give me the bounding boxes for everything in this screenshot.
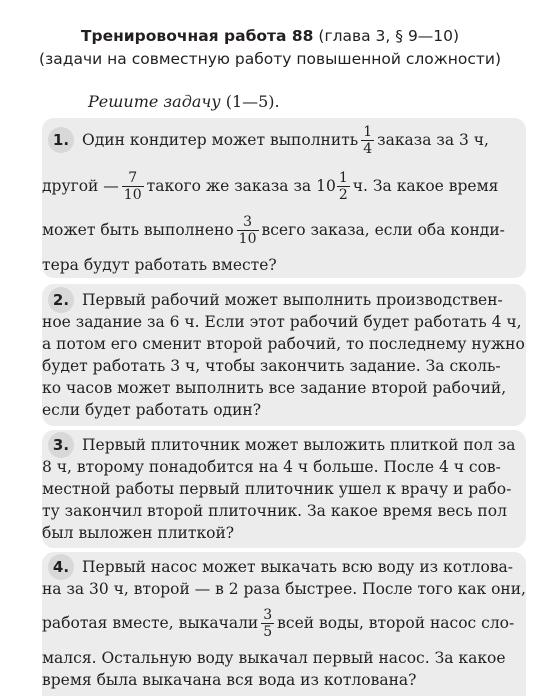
fraction bbox=[122, 170, 144, 203]
task-2-line: а потом его сменит второй рабочий, то последнему нужно bbox=[42, 335, 525, 353]
fraction bbox=[261, 607, 274, 640]
task-4-line bbox=[42, 600, 514, 646]
title-chapter: (глава 3, § 9—10) bbox=[318, 27, 460, 45]
fraction-numerator: 1 bbox=[338, 169, 348, 186]
task-3-line: ту закончил второй плиточник. За какое время весь пол bbox=[42, 502, 507, 520]
page-subtitle: (задачи на совместную работу повышенной сложности) bbox=[38, 50, 502, 68]
task-4-number: 4. bbox=[48, 554, 74, 580]
task-1-text: может быть выполнено bbox=[42, 221, 234, 239]
mixed-number-integer: 10 bbox=[316, 177, 336, 195]
fraction-numerator: 3 bbox=[243, 213, 253, 230]
task-4-text: работая вместе, выкачали bbox=[42, 614, 259, 632]
task-2-line: Первый рабочий может выполнить производствен- bbox=[82, 291, 503, 309]
task-4-line: на за 30 ч, второй — в 2 раза быстрее. После того как они, bbox=[42, 580, 526, 598]
task-2-line: будет работать 3 ч, чтобы закончить задание. За сколь- bbox=[42, 357, 501, 375]
task-1-text: заказа за 3 ч, bbox=[377, 131, 489, 149]
fraction-denominator: 10 bbox=[238, 230, 257, 247]
fraction-numerator: 3 bbox=[263, 606, 273, 623]
fraction-denominator: 5 bbox=[263, 623, 273, 640]
fraction-numerator: 7 bbox=[128, 169, 138, 186]
task-1-line-4: тера будут работать вместе? bbox=[42, 256, 277, 274]
page-title bbox=[0, 27, 540, 45]
task-1-text: ч. За какое время bbox=[352, 177, 499, 195]
task-2-line: если будет работать один? bbox=[42, 401, 262, 419]
instruction-range: (1—5). bbox=[225, 92, 280, 111]
task-1-line-1 bbox=[82, 118, 489, 162]
task-1-text: Один кондитер может выполнить bbox=[82, 131, 359, 149]
task-4-line: Первый насос может выкачать всю воду из котлова- bbox=[82, 558, 514, 576]
task-3-line: Первый плиточник может выложить плиткой пол за bbox=[82, 436, 516, 454]
task-4-line: время была выкачана вся вода из котлована? bbox=[42, 671, 417, 689]
task-3-line: был выложен плиткой? bbox=[42, 524, 235, 542]
task-1-line-3 bbox=[42, 208, 505, 252]
task-1-text: другой — bbox=[42, 177, 119, 195]
task-1-text: всего заказа, если оба конди- bbox=[261, 221, 505, 239]
task-4-line: мался. Остальную воду выкачал первый насос. За какое bbox=[42, 649, 506, 667]
fraction-denominator: 2 bbox=[338, 186, 348, 203]
instruction-text: Решите задачу bbox=[88, 92, 221, 111]
task-3-line: местной работы первый плиточник ушел к врачу и рабо- bbox=[42, 480, 512, 498]
fraction-denominator: 4 bbox=[363, 140, 373, 157]
task-2-number: 2. bbox=[48, 287, 74, 313]
task-4-text: всей воды, второй насос сло- bbox=[277, 614, 515, 632]
task-2-line: ное задание за 6 ч. Если этот рабочий будет работать 4 ч, bbox=[42, 313, 522, 331]
fraction bbox=[361, 124, 374, 157]
task-1-line-2 bbox=[42, 164, 498, 208]
task-3-line: 8 ч, второму понадобится на 4 ч больше. После 4 ч сов- bbox=[42, 458, 501, 476]
task-1-text: такого же заказа за bbox=[146, 177, 312, 195]
fraction bbox=[337, 170, 350, 203]
fraction-numerator: 1 bbox=[363, 123, 373, 140]
task-1-number: 1. bbox=[48, 127, 74, 153]
fraction-denominator: 10 bbox=[123, 186, 142, 203]
task-2-line: ко часов может выполнить все задание второй рабочий, bbox=[42, 379, 507, 397]
task-3-number: 3. bbox=[48, 432, 74, 458]
fraction bbox=[237, 214, 259, 247]
title-bold: Тренировочная работа 88 bbox=[80, 27, 314, 45]
instruction bbox=[88, 92, 280, 111]
